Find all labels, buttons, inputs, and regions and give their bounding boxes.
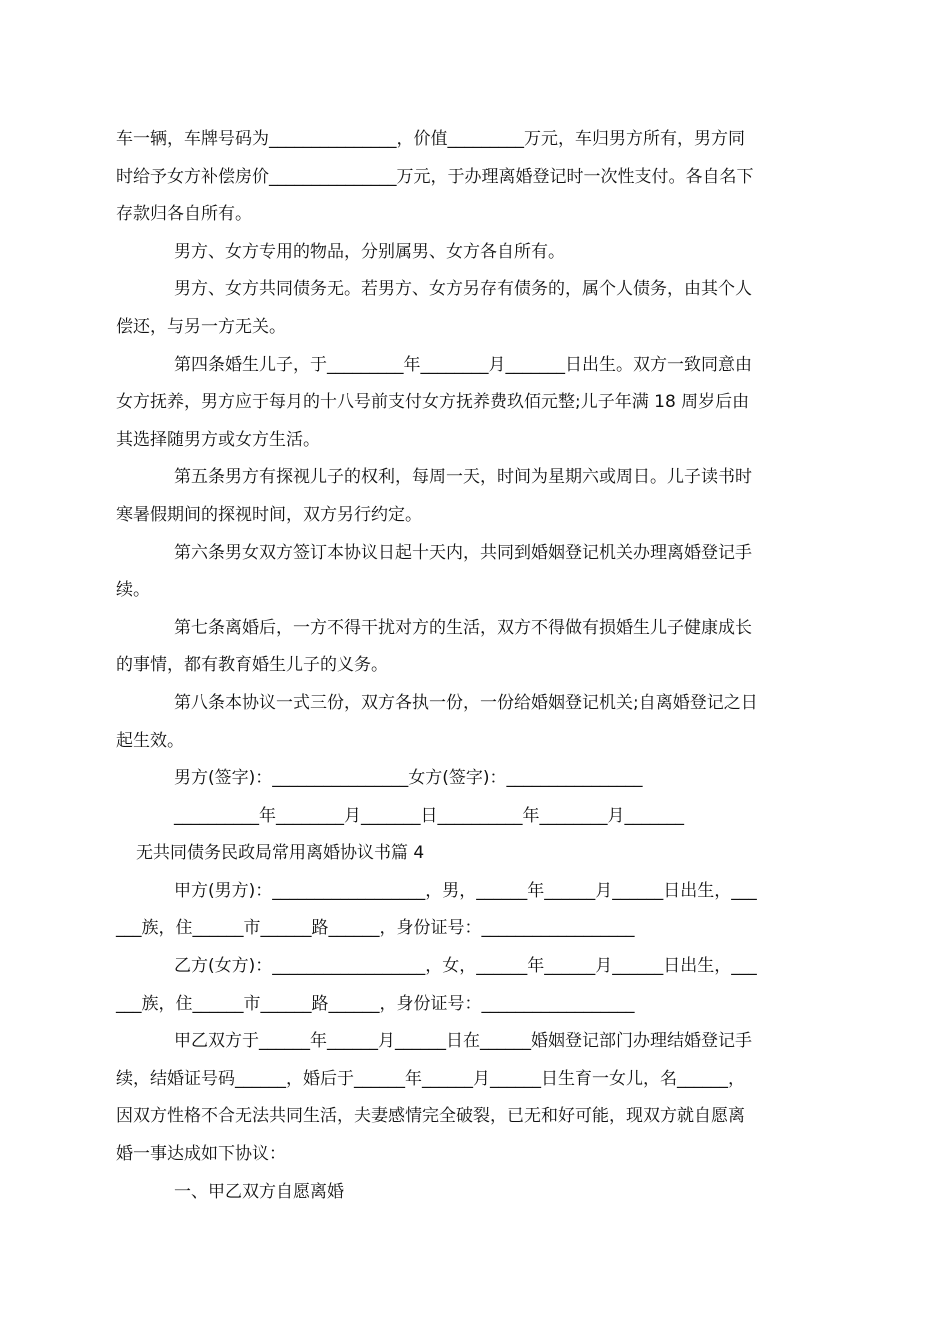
party-b-line: 乙方(女方)：__________________，女，______年______月______日出生，___ <box>174 956 757 977</box>
text-line: 寒暑假期间的探视时间，双方另行约定。 <box>116 504 422 525</box>
text-line: 的事情，都有教育婚生儿子的义务。 <box>116 655 388 676</box>
paragraph-start: 第八条本协议一式三份，双方各执一份，一份给婚姻登记机关;自离婚登记之日 <box>174 692 758 713</box>
text-line: 女方抚养，男方应于每月的十八号前支付女方抚养费玖佰元整;儿子年满 18 周岁后由 <box>116 392 750 413</box>
text-line: ___族，住______市______路______，身份证号：__________________ <box>116 918 635 939</box>
paragraph-start: 甲乙双方于______年______月______日在______婚姻登记部门办理结婚登记手 <box>174 1031 752 1052</box>
text-line: 婚一事达成如下协议： <box>116 1144 286 1165</box>
paragraph-start: 第五条男方有探视儿子的权利，每周一天，时间为星期六或周日。儿子读书时 <box>174 467 752 488</box>
paragraph-start: 第六条男女双方签订本协议日起十天内，共同到婚姻登记机关办理离婚登记手 <box>174 542 752 563</box>
date-line: __________年________月_______日__________年________月_______ <box>174 805 684 826</box>
paragraph-start: 男方、女方专用的物品，分别属男、女方各自所有。 <box>174 241 565 262</box>
text-line: 偿还，与另一方无关。 <box>116 316 286 337</box>
paragraph-start: 第四条婚生儿子，于_________年________月_______日出生。双方一致同意由 <box>174 354 752 375</box>
text-line: 续。 <box>116 580 150 601</box>
text-line: 起生效。 <box>116 730 184 751</box>
paragraph-start: 第七条离婚后，一方不得干扰对方的生活，双方不得做有损婚生儿子健康成长 <box>174 617 752 638</box>
text-line: 存款归各自所有。 <box>116 204 252 225</box>
party-a-line: 甲方(男方)：__________________，男，______年______月______日出生，___ <box>174 880 757 901</box>
text-line: 车一辆，车牌号码为_______________，价值_________万元，车归男方所有，男方同 <box>116 129 745 149</box>
text-line: ___族，住______市______路______，身份证号：__________________ <box>116 993 635 1014</box>
text-line: 时给予女方补偿房价_______________万元，于办理离婚登记时一次性支付。各自名下 <box>116 166 754 187</box>
signature-line: 男方(签字)：________________女方(签字)：________________ <box>174 768 643 789</box>
text-line: 因双方性格不合无法共同生活，夫妻感情完全破裂，已无和好可能，现双方就自愿离 <box>116 1106 745 1127</box>
clause-heading: 一、甲乙双方自愿离婚 <box>174 1181 344 1202</box>
paragraph-start: 男方、女方共同债务无。若男方、女方另存有债务的，属个人债务，由其个人 <box>174 279 752 300</box>
document-body <box>116 121 836 1211</box>
text-line: 续，结婚证号码______，婚后于______年______月______日生育一女儿，名______， <box>116 1068 745 1089</box>
section-heading: 无共同债务民政局常用离婚协议书篇 4 <box>136 843 425 864</box>
text-line: 其选择随男方或女方生活。 <box>116 429 320 450</box>
